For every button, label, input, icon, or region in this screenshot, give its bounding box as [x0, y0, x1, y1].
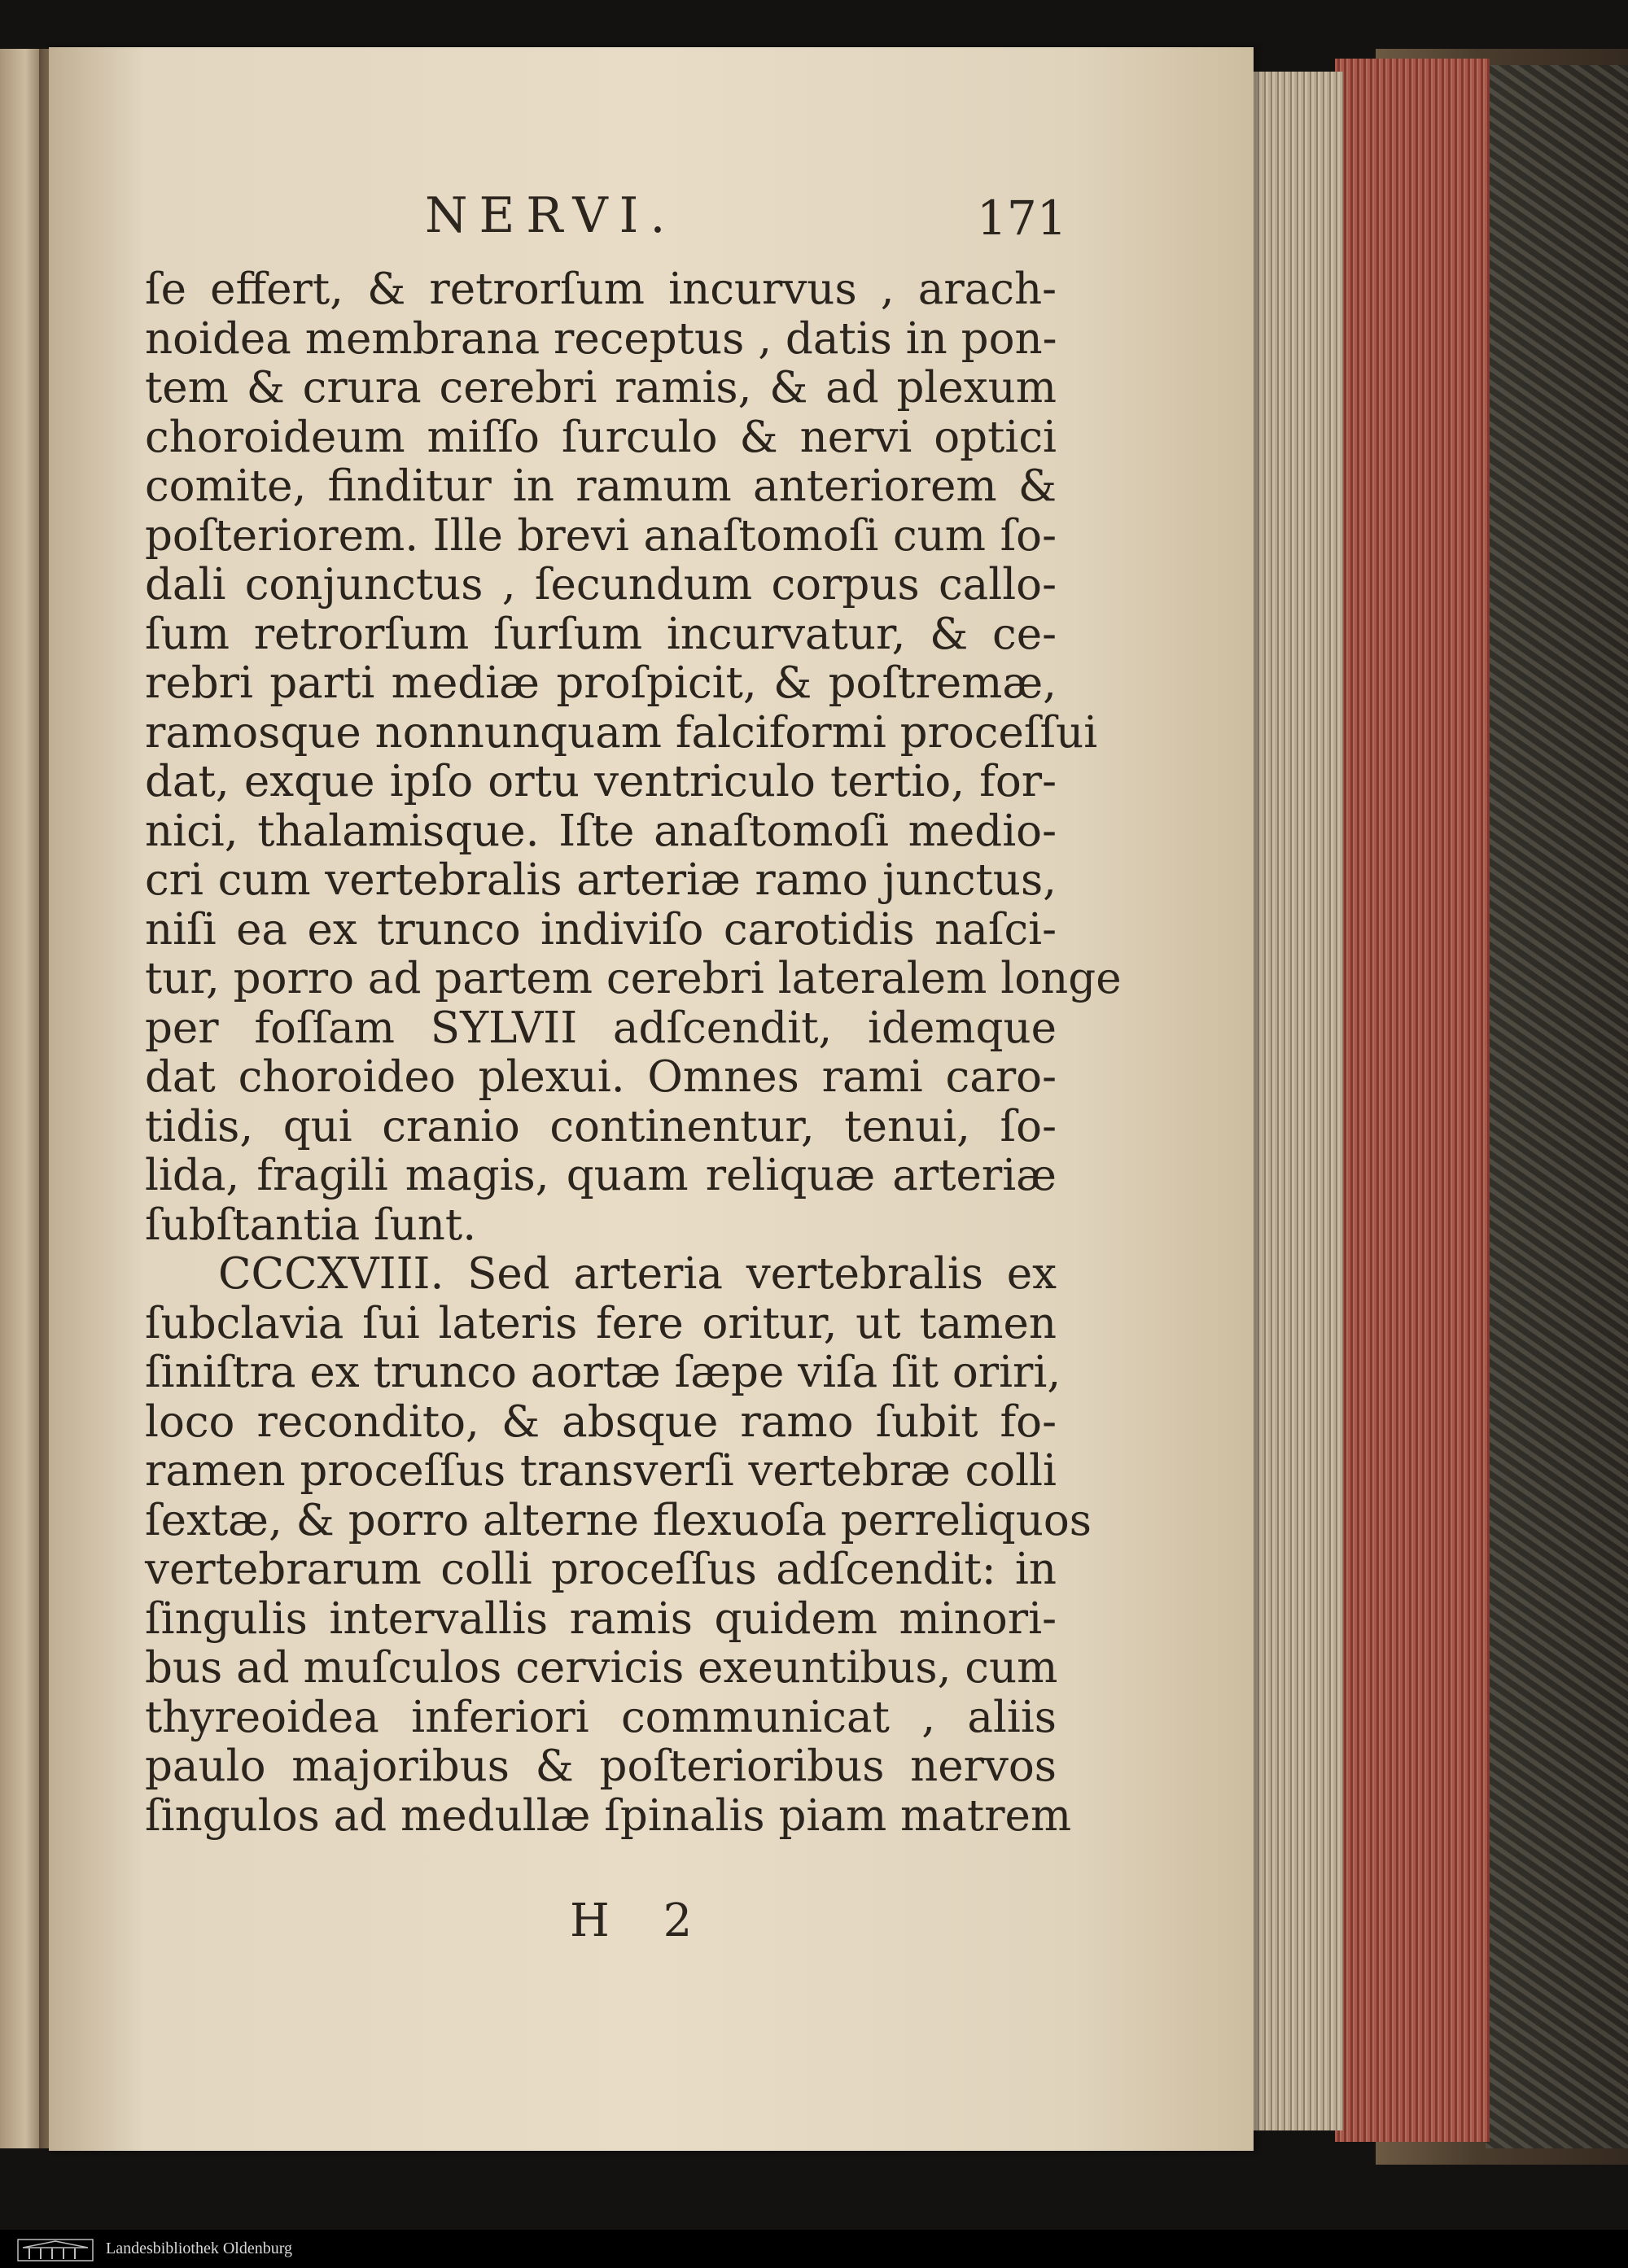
- text-line: per foſſam SYLVII adſcendit, idemque: [145, 1003, 1057, 1053]
- text-line: ſingulis intervallis ramis quidem minori-: [145, 1593, 1057, 1644]
- running-title: NERVI.: [425, 187, 677, 244]
- text-line: dali conjunctus , ſecundum corpus callo-: [145, 560, 1057, 610]
- text-line: niſi ea ex trunco indiviſo carotidis naſci-: [145, 904, 1057, 955]
- book-page: [49, 47, 1254, 2151]
- red-page-edges: [1335, 59, 1490, 2142]
- text-line: tur, porro ad partem cerebri lateralem longe: [145, 954, 1122, 1003]
- text-line: ramen proceſſus transverſi vertebræ colli: [145, 1446, 1057, 1496]
- left-page-edge: [0, 49, 42, 2148]
- text-line: dat choroideo plexui. Omnes rami caro-: [145, 1052, 1057, 1102]
- text-line: bus ad muſculos cervicis exeuntibus, cum: [145, 1643, 1058, 1693]
- section-start-line: CCCXVIII. Sed arteria vertebralis ex: [218, 1249, 1057, 1299]
- text-line: poſteriorem. Ille brevi anaſtomoſi cum ſo-: [145, 510, 1057, 561]
- text-line: comite, finditur in ramum anteriorem &: [145, 461, 1057, 511]
- text-line: ramosque nonnunquam falciformi proceſſui: [145, 707, 1098, 758]
- text-line: nici, thalamisque. Iſte anaſtomoſi medio-: [145, 806, 1057, 856]
- text-line: ſiniſtra ex trunco aortæ ſæpe viſa ſit oriri,: [145, 1348, 1061, 1397]
- body-text: [145, 264, 1122, 1841]
- signature-mark: H 2: [570, 1894, 712, 1947]
- text-line: rebri parti mediæ proſpicit, & poſtremæ,: [145, 658, 1057, 708]
- page-header: [49, 187, 1254, 252]
- text-line: ſubclavia ſui lateris fere oritur, ut tamen: [145, 1298, 1057, 1348]
- text-line: tem & crura cerebri ramis, & ad plexum: [145, 363, 1057, 413]
- library-name: Landesbibliothek Oldenburg: [106, 2240, 293, 2257]
- text-line: choroideum miſſo ſurculo & nervi optici: [145, 412, 1057, 462]
- text-line: ſe effert, & retrorſum incurvus , arach-: [145, 264, 1057, 314]
- text-line: ſubſtantia ſunt.: [145, 1200, 477, 1250]
- text-line: ſingulos ad medullæ ſpinalis piam matrem: [145, 1790, 1072, 1841]
- text-line: ſextæ, & porro alterne flexuoſa perreliquos: [145, 1495, 1092, 1545]
- text-line: loco recondito, & absque ramo ſubit fo-: [145, 1396, 1057, 1447]
- page-number: 171: [977, 190, 1067, 246]
- text-line: vertebrarum colli proceſſus adſcendit: in: [145, 1545, 1057, 1594]
- text-line: lida, fragili magis, quam reliquæ arteriæ: [145, 1151, 1057, 1200]
- text-line: dat, exque ipſo ortu ventriculo tertio, for-: [145, 757, 1057, 806]
- text-line: cri cum vertebralis arteriæ ramo junctus,: [145, 855, 1057, 905]
- text-line: ſum retrorſum ſurſum incurvatur, & ce-: [145, 609, 1057, 659]
- library-logo-icon: [16, 2236, 94, 2262]
- text-line: noidea membrana receptus , datis in pon-: [145, 313, 1057, 364]
- footer-bar: [0, 2230, 1628, 2268]
- text-line: tidis, qui cranio continentur, tenui, ſo-: [145, 1101, 1057, 1151]
- text-line: paulo majoribus & poſterioribus nervos: [145, 1741, 1057, 1791]
- text-line: thyreoidea inferiori communicat , aliis: [145, 1692, 1057, 1742]
- marbled-cover: [1486, 65, 1628, 2148]
